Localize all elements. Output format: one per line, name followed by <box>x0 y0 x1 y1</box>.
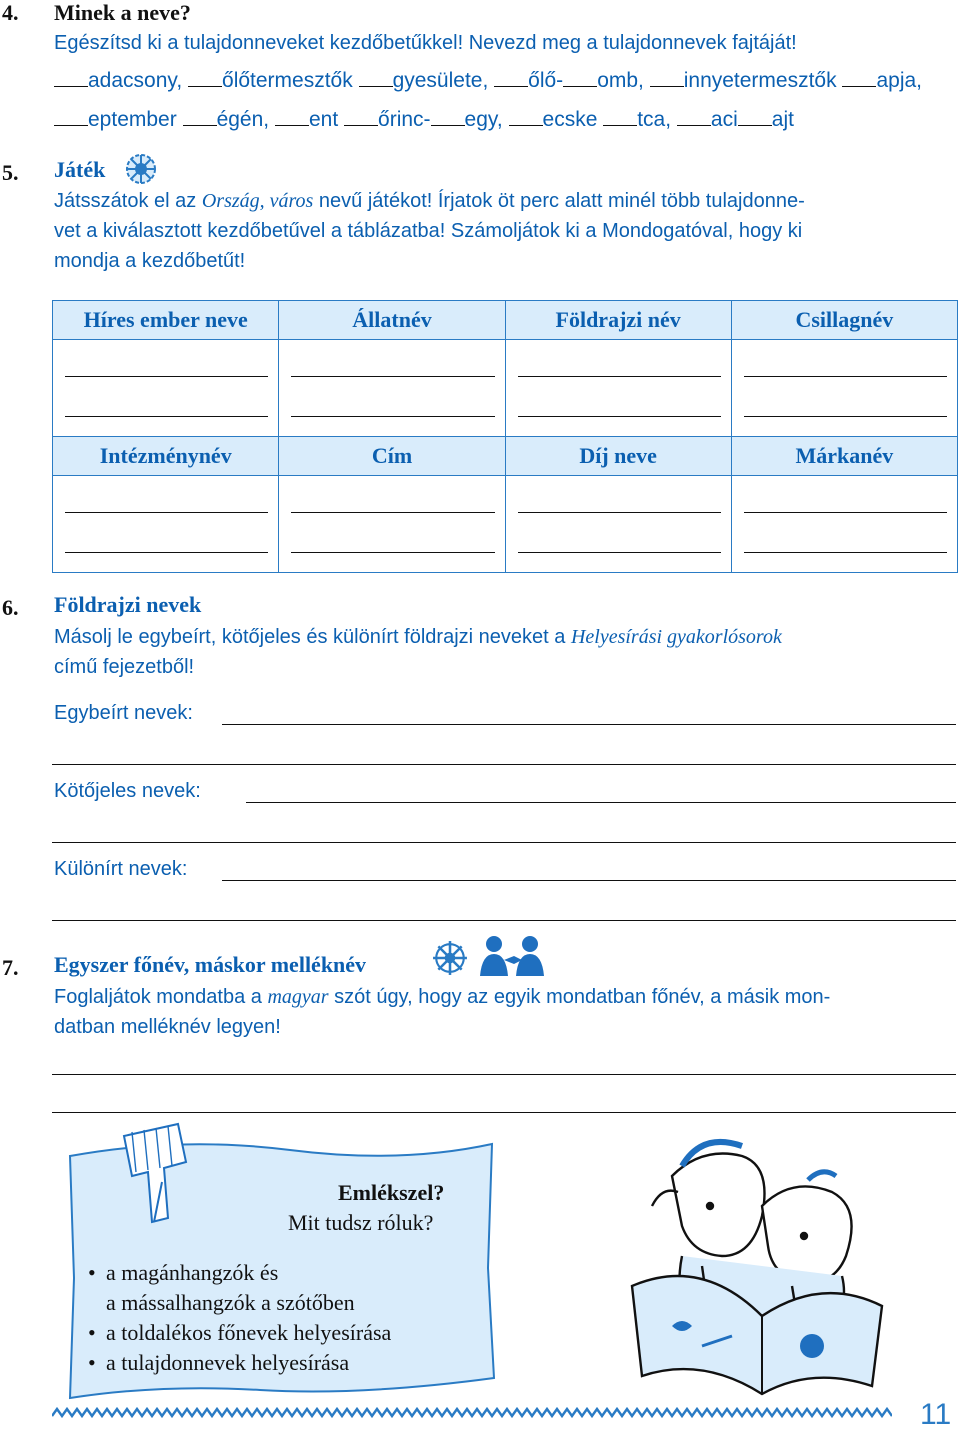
fill-in-line-1 <box>54 66 922 96</box>
blank[interactable] <box>650 66 684 87</box>
exercise-number: 5. <box>2 160 19 185</box>
answer-line[interactable] <box>52 1074 956 1075</box>
text: című fejezetből! <box>54 656 195 678</box>
blank[interactable] <box>842 66 876 87</box>
answer-line[interactable] <box>52 920 956 921</box>
answer-cell[interactable] <box>279 340 505 437</box>
answer-line[interactable] <box>52 764 956 765</box>
fill-in-line-2 <box>54 105 794 135</box>
word: aci <box>710 108 738 131</box>
pair-work-icon <box>478 934 548 978</box>
exercise-text <box>54 982 958 1042</box>
text: datban melléknév legyen! <box>54 1016 281 1038</box>
text: szót úgy, hogy az egyik mondatban főnév, a másik mon- <box>328 986 831 1008</box>
decorative-wave-border <box>52 1406 892 1420</box>
blank[interactable] <box>183 105 217 126</box>
table-header: Földrajzi név <box>505 301 731 340</box>
table-header: Csillagnév <box>731 301 957 340</box>
list-item: • a toldalékos főnevek helyesírása <box>106 1318 391 1348</box>
list-item: a mássalhangzók a szótőben <box>106 1290 355 1315</box>
exercise-number: 4. <box>2 0 19 25</box>
exercise-number: 6. <box>2 595 19 620</box>
blank[interactable] <box>431 105 465 126</box>
game-wheel-icon <box>124 152 158 186</box>
answer-label: Egybeírt nevek: <box>54 702 193 724</box>
exercise-title: Egyszer főnév, máskor melléknév <box>54 952 367 977</box>
text: vet a kiválasztott kezdőbetűvel a táblázatba! Számoljátok ki a Mondogatóval, hogy ki <box>54 220 803 242</box>
text: Másolj le egybeírt, kötőjeles és különírt földrajzi neveket a <box>54 626 571 648</box>
answer-line[interactable] <box>52 842 956 843</box>
blank[interactable] <box>188 66 222 87</box>
answer-line[interactable] <box>246 802 956 803</box>
text: nevű játékot! Írjatok öt perc alatt minél több tulajdonne- <box>313 190 805 212</box>
word: égén, <box>216 108 270 131</box>
answer-cell[interactable] <box>505 476 731 573</box>
name-table <box>52 300 958 573</box>
answer-cell[interactable] <box>731 340 957 437</box>
answer-line[interactable] <box>52 1112 956 1113</box>
reading-animals-illustration <box>612 1136 908 1396</box>
blank[interactable] <box>563 66 597 87</box>
word: őrinc- <box>378 108 431 131</box>
answer-cell[interactable] <box>731 476 957 573</box>
blank[interactable] <box>603 105 637 126</box>
blank[interactable] <box>359 66 393 87</box>
exercise-title: Földrajzi nevek <box>54 592 202 617</box>
blank[interactable] <box>54 66 88 87</box>
answer-cell[interactable] <box>53 340 279 437</box>
exercise-number: 7. <box>2 955 19 980</box>
text: Foglaljátok mondatba a <box>54 986 268 1008</box>
word: adacsony, <box>88 69 183 92</box>
note-subtitle: Mit tudsz róluk? <box>288 1210 434 1235</box>
answer-line[interactable] <box>222 724 956 725</box>
word: apja, <box>876 69 923 92</box>
table-header: Díj neve <box>505 437 731 476</box>
word: gyesülete, <box>392 69 489 92</box>
keyword: magyar <box>267 986 329 1008</box>
word: őlő- <box>528 69 564 92</box>
list-item: • a magánhangzók és <box>106 1258 391 1288</box>
table-header: Híres ember neve <box>53 301 279 340</box>
table-header: Márkanév <box>731 437 957 476</box>
blank[interactable] <box>344 105 378 126</box>
word: ent <box>308 108 339 131</box>
list-item: • a tulajdonnevek helyesírása <box>106 1348 391 1378</box>
word: egy, <box>464 108 503 131</box>
game-name: Ország, város <box>201 190 314 212</box>
game-wheel-icon <box>432 940 468 976</box>
blank[interactable] <box>494 66 528 87</box>
table-header: Állatnév <box>279 301 505 340</box>
exercise-text <box>54 622 958 682</box>
blank[interactable] <box>677 105 711 126</box>
word: omb, <box>597 69 644 92</box>
blank[interactable] <box>54 105 88 126</box>
blank[interactable] <box>738 105 772 126</box>
answer-label: Különírt nevek: <box>54 858 188 880</box>
text: Játsszátok el az <box>54 190 202 212</box>
word: eptember <box>88 108 177 131</box>
exercise-text <box>54 186 958 276</box>
word: innyetermesztők <box>683 69 837 92</box>
exercise-instruction: Egészítsd ki a tulajdonneveket kezdőbetűkkel! Nevezd meg a tulajdonnevek fajtáját! <box>54 32 797 54</box>
word: ajt <box>771 108 794 131</box>
answer-label: Kötőjeles nevek: <box>54 780 201 802</box>
word: ecske <box>542 108 598 131</box>
note-title: Emlékszel? <box>338 1180 445 1205</box>
page-number: 11 <box>920 1398 952 1431</box>
answer-line[interactable] <box>222 880 956 881</box>
answer-cell[interactable] <box>279 476 505 573</box>
note-list <box>106 1258 391 1378</box>
blank[interactable] <box>275 105 309 126</box>
word: tca, <box>637 108 672 131</box>
answer-cell[interactable] <box>53 476 279 573</box>
word: őlőtermesztők <box>222 69 353 92</box>
table-header: Intézménynév <box>53 437 279 476</box>
table-header: Cím <box>279 437 505 476</box>
blank[interactable] <box>509 105 543 126</box>
chapter-name: Helyesírási gyakorlósorok <box>570 626 782 648</box>
answer-cell[interactable] <box>505 340 731 437</box>
exercise-title: Minek a neve? <box>54 0 191 25</box>
text: mondja a kezdőbetűt! <box>54 250 246 272</box>
pushpin-icon <box>118 1122 202 1232</box>
exercise-title: Játék <box>54 157 106 182</box>
